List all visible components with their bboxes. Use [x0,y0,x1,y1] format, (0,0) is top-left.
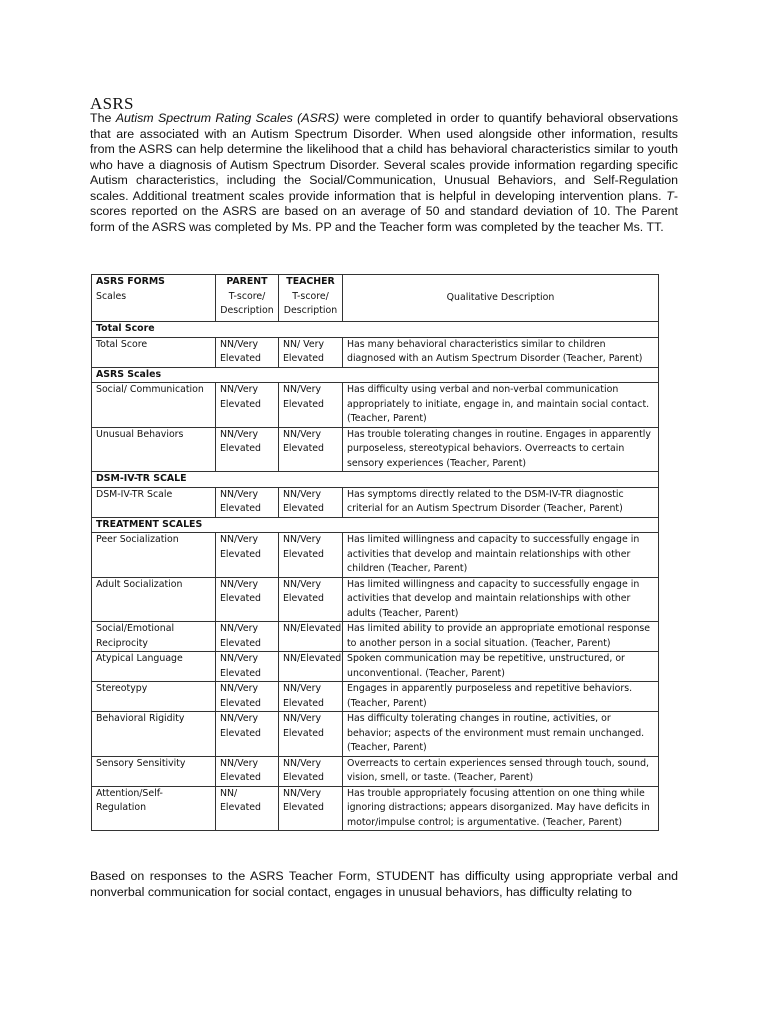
teacher-cell: NN/Very Elevated [279,427,343,472]
teacher-cell: NN/Very Elevated [279,577,343,622]
section-treatment-scales: TREATMENT SCALES [92,517,659,533]
scale-cell: Stereotypy [92,682,216,712]
parent-cell: NN/Very Elevated [216,622,279,652]
header-teacher-sub1: T-score/ [292,290,329,302]
header-scales [92,275,216,322]
scale-cell: Atypical Language [92,652,216,682]
closing-paragraph: Based on responses to the ASRS Teacher Form, STUDENT has difficulty using appropriate verbal and nonverbal communication for social contact, engages in unusual behaviors, has difficulty relating to [90,869,678,899]
scale-cell: Peer Socialization [92,533,216,578]
scale-cell: Adult Socialization [92,577,216,622]
description-cell: Overreacts to certain experiences sensed through touch, sound, vision, smell, or taste. (Teacher, Parent) [343,756,659,786]
description-cell: Has difficulty tolerating changes in routine, activities, or behavior; aspects of the environment must remain unchanged. (Teacher, Parent) [343,712,659,757]
header-description: Qualitative Description [343,275,659,322]
teacher-cell: NN/Elevated [279,652,343,682]
description-cell: Has trouble tolerating changes in routine. Engages in apparently purposeless, stereotypical behaviors. Overreacts to certain sensory experiences (Teacher, Parent) [343,427,659,472]
description-cell: Has many behavioral characteristics similar to children diagnosed with an Autism Spectrum Disorder (Teacher, Parent) [343,337,659,367]
intro-t-letter: T [666,188,674,203]
parent-cell: NN/Very Elevated [216,383,279,428]
table-header-row [92,275,659,322]
scale-cell: DSM-IV-TR Scale [92,487,216,517]
header-parent [216,275,279,322]
description-cell: Has trouble appropriately focusing attention on one thing while ignoring distractions; appears disorganized. May have deficits in motor/impulse control; is argumentative. (Teacher, Parent) [343,786,659,831]
header-teacher-sub2: Description [283,305,338,316]
scale-cell: Total Score [92,337,216,367]
scale-cell: Social/ Communication [92,383,216,428]
parent-cell: NN/Very Elevated [216,712,279,757]
teacher-cell: NN/Very Elevated [279,682,343,712]
header-teacher-title: TEACHER [286,276,335,287]
teacher-cell: NN/ Very Elevated [279,337,343,367]
description-cell: Has symptoms directly related to the DSM-IV-TR diagnostic criterial for an Autism Spectrum Disorder (Teacher, Parent) [343,487,659,517]
parent-cell: NN/Very Elevated [216,577,279,622]
table-row [92,533,659,578]
description-cell: Has limited ability to provide an appropriate emotional response to another person in a social situation. (Teacher, Parent) [343,622,659,652]
intro-part2: -scores reported on the ASRS are based on an average of 50 and standard deviation of 10. The Parent form of the ASRS was completed by Ms. PP and the Teacher form was completed by the teacher Ms. TT. [90,188,678,234]
parent-cell: NN/Very Elevated [216,652,279,682]
teacher-cell: NN/Elevated [279,622,343,652]
asrs-results-table [91,274,659,831]
table-row [92,756,659,786]
section-dsm-scale: DSM-IV-TR SCALE [92,472,659,488]
page-heading: ASRS [90,94,134,113]
description-cell: Has limited willingness and capacity to successfully engage in activities that develop and maintain relationships with other adults (Teacher, Parent) [343,577,659,622]
parent-cell: NN/ Elevated [216,786,279,831]
description-cell: Has difficulty using verbal and non-verbal communication appropriately to initiate, engage in, and maintain social contact. (Teacher, Parent) [343,383,659,428]
teacher-cell: NN/Very Elevated [279,383,343,428]
header-scales-sub: Scales [96,290,127,302]
description-cell: Has limited willingness and capacity to successfully engage in activities that develop and maintain relationships with other children (Teacher, Parent) [343,533,659,578]
teacher-cell: NN/Very Elevated [279,756,343,786]
parent-cell: NN/Very Elevated [216,487,279,517]
header-teacher [279,275,343,322]
table-row [92,337,659,367]
table-row [92,383,659,428]
teacher-cell: NN/Very Elevated [279,712,343,757]
header-parent-sub1: T-score/ [228,290,266,302]
table-row [92,622,659,652]
intro-paragraph [90,111,678,235]
scale-cell: Behavioral Rigidity [92,712,216,757]
table-row [92,652,659,682]
table-row [92,487,659,517]
scale-cell: Sensory Sensitivity [92,756,216,786]
table-row [92,786,659,831]
section-row [92,517,659,533]
scale-cell: Unusual Behaviors [92,427,216,472]
teacher-cell: NN/Very Elevated [279,786,343,831]
intro-part1: were completed in order to quantify behavioral observations that are associated with an Autism Spectrum Disorder. When used alongside other information, results from the ASRS can help determine the likelihood that a child has behavioral characteristics similar to youth who have a diagnosis of Autism Spectrum Disorder. Several scales provide information regarding specific Autism characteristics, including the Social/Communication, Unusual Behaviors, and Self-Regulation scales. Additional treatment scales provide information that is helpful in developing intervention plans. [90,111,679,203]
section-total-score: Total Score [92,322,659,338]
table-row [92,427,659,472]
header-forms-title: ASRS FORMS [96,276,165,287]
teacher-cell: NN/Very Elevated [279,533,343,578]
table-row [92,712,659,757]
intro-asrs-name: Autism Spectrum Rating Scales (ASRS) [115,111,340,125]
table-row [92,577,659,622]
parent-cell: NN/Very Elevated [216,682,279,712]
section-row [92,367,659,383]
header-parent-sub2: Description [220,305,274,316]
section-asrs-scales: ASRS Scales [92,367,659,383]
parent-cell: NN/Very Elevated [216,427,279,472]
parent-cell: NN/Very Elevated [216,533,279,578]
section-row [92,322,659,338]
intro-lead: The [90,111,116,125]
parent-cell: NN/Very Elevated [216,337,279,367]
scale-cell: Attention/Self-Regulation [92,786,216,831]
description-cell: Spoken communication may be repetitive, unstructured, or unconventional. (Teacher, Parent) [343,652,659,682]
description-cell: Engages in apparently purposeless and repetitive behaviors. (Teacher, Parent) [343,682,659,712]
section-row [92,472,659,488]
header-parent-title: PARENT [226,276,268,287]
scale-cell: Social/Emotional Reciprocity [92,622,216,652]
parent-cell: NN/Very Elevated [216,756,279,786]
teacher-cell: NN/Very Elevated [279,487,343,517]
table-row [92,682,659,712]
